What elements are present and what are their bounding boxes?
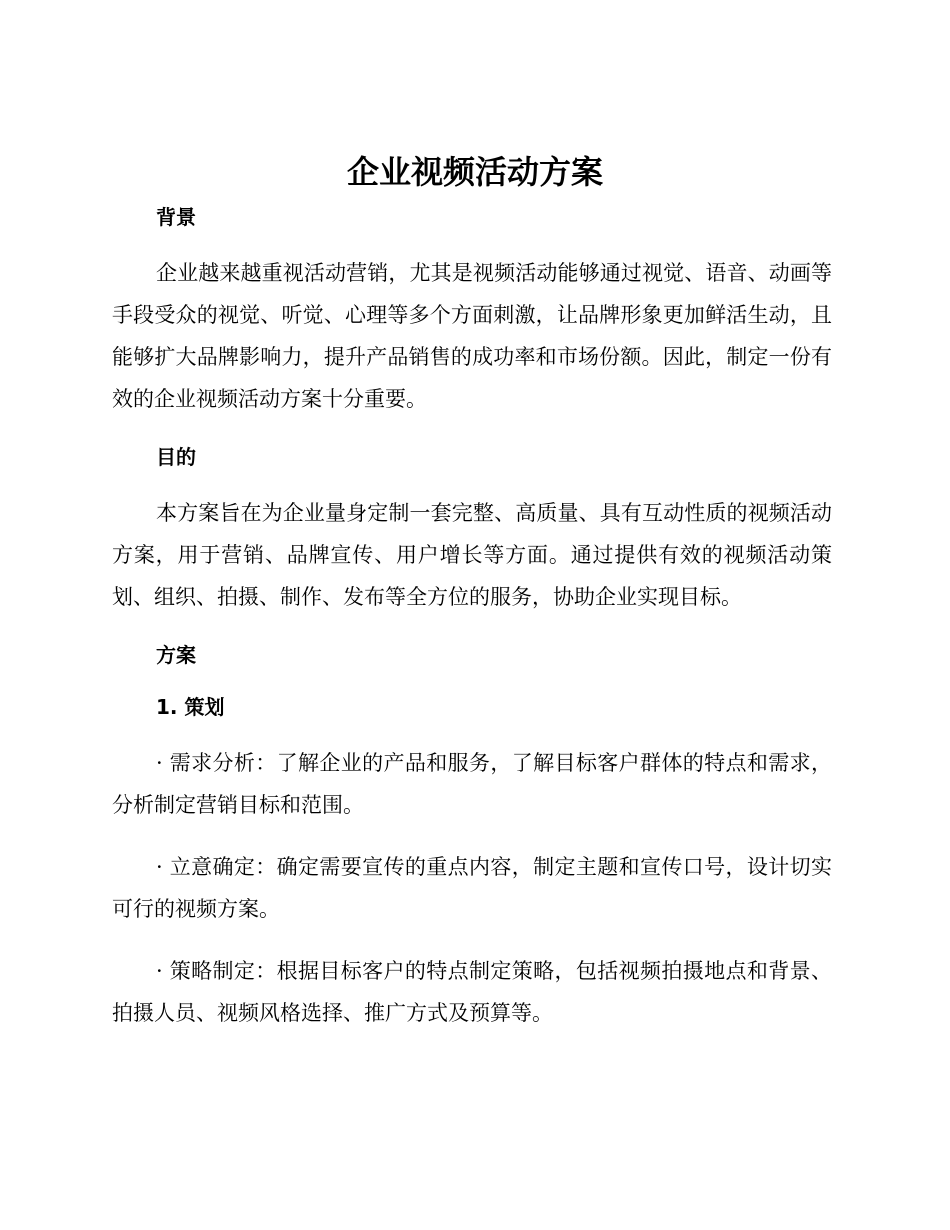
document-title: 企业视频活动方案 <box>346 153 603 191</box>
plan-list-item: · 策略制定：根据目标客户的特点制定策略，包括视频拍摄地点和背景、拍摄人员、视频风格选择、推广方式及预算等。 <box>112 959 832 1025</box>
section-heading-plan: 方案 <box>156 643 196 667</box>
document-body <box>112 200 832 1034</box>
section-heading-purpose: 目的 <box>156 445 196 469</box>
subsection-heading-planning: 1. 策划 <box>156 695 225 719</box>
plan-list-item: · 立意确定：确定需要宣传的重点内容，制定主题和宣传口号，设计切实可行的视频方案。 <box>112 855 832 921</box>
background-paragraph: 企业越来越重视活动营销，尤其是视频活动能够通过视觉、语音、动画等手段受众的视觉、听觉、心理等多个方面刺激，让品牌形象更加鲜活生动，且能够扩大品牌影响力，提升产品销售的成功率和市场份额。因此，制定一份有效的企业视频活动方案十分重要。 <box>112 261 832 411</box>
purpose-paragraph: 本方案旨在为企业量身定制一套完整、高质量、具有互动性质的视频活动方案，用于营销、品牌宣传、用户增长等方面。通过提供有效的视频活动策划、组织、拍摄、制作、发布等全方位的服务，协助企业实现目标。 <box>112 501 832 609</box>
plan-list-item: · 需求分析：了解企业的产品和服务，了解目标客户群体的特点和需求，分析制定营销目标和范围。 <box>112 751 832 817</box>
section-heading-background: 背景 <box>156 205 196 229</box>
